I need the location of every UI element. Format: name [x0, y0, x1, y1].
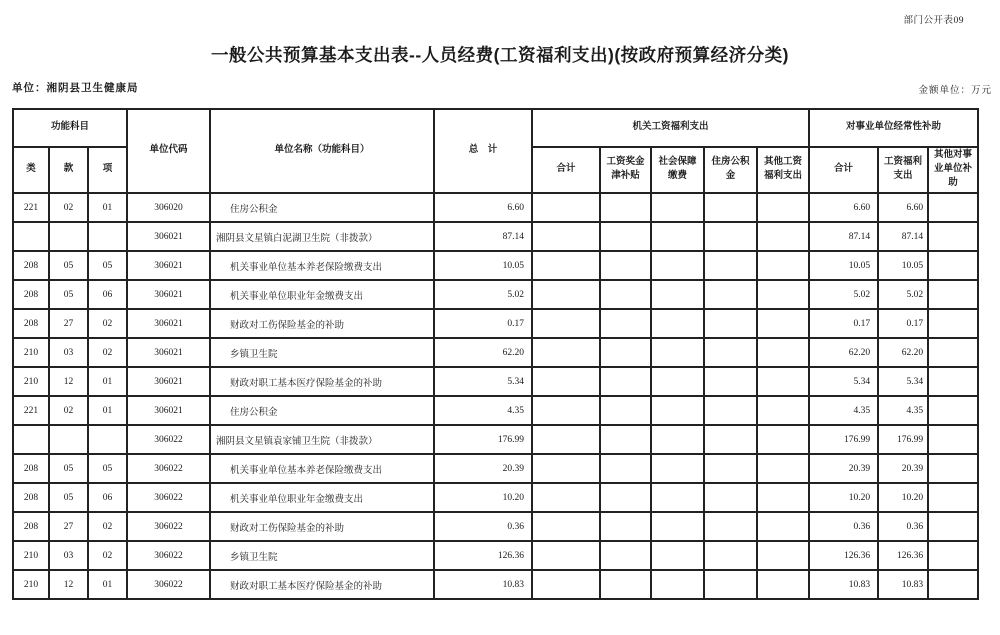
cell-sub-item: 01	[88, 570, 127, 599]
cell-item	[49, 222, 88, 251]
cell-inst-other-subsidy	[928, 483, 978, 512]
header-gov-social-security: 社会保障缴费	[651, 147, 704, 193]
header-unit-code: 单位代码	[127, 109, 210, 193]
cell-unit-code: 306022	[127, 541, 210, 570]
cell-gov-salary-bonus	[600, 425, 651, 454]
cell-sub-item: 05	[88, 454, 127, 483]
cell-sub-item: 01	[88, 193, 127, 222]
cell-unit-code: 306021	[127, 338, 210, 367]
cell-category	[13, 425, 49, 454]
header-unit-name: 单位名称（功能科目）	[210, 109, 434, 193]
cell-inst-other-subsidy	[928, 367, 978, 396]
table-row	[13, 338, 978, 367]
cell-inst-other-subsidy	[928, 570, 978, 599]
cell-unit-name: 住房公积金	[210, 193, 434, 222]
cell-sub-item: 01	[88, 396, 127, 425]
table-row	[13, 483, 978, 512]
header-gov-other-welfare: 其他工资福利支出	[757, 147, 809, 193]
cell-gov-social-security	[651, 570, 704, 599]
header-gov-housing-fund: 住房公积金	[704, 147, 757, 193]
cell-unit-code: 306021	[127, 251, 210, 280]
reporting-unit-label: 单位：湘阴县卫生健康局	[12, 82, 139, 94]
cell-gov-housing-fund	[704, 222, 757, 251]
cell-item: 12	[49, 570, 88, 599]
cell-inst-salary-welfare: 0.17	[878, 309, 928, 338]
cell-inst-subtotal: 4.35	[809, 396, 878, 425]
cell-category: 221	[13, 193, 49, 222]
cell-inst-subtotal: 5.34	[809, 367, 878, 396]
cell-gov-social-security	[651, 425, 704, 454]
cell-grand-total: 87.14	[434, 222, 532, 251]
table-row	[13, 222, 978, 251]
cell-gov-salary-bonus	[600, 338, 651, 367]
cell-item: 27	[49, 512, 88, 541]
header-gov-wage-welfare-group: 机关工资福利支出	[532, 109, 809, 147]
header-gov-subtotal: 合计	[532, 147, 600, 193]
cell-category: 210	[13, 338, 49, 367]
cell-unit-code: 306021	[127, 309, 210, 338]
cell-gov-other-welfare	[757, 396, 809, 425]
cell-grand-total: 4.35	[434, 396, 532, 425]
cell-inst-subtotal: 5.02	[809, 280, 878, 309]
cell-gov-salary-bonus	[600, 454, 651, 483]
cell-gov-housing-fund	[704, 338, 757, 367]
cell-inst-salary-welfare: 5.02	[878, 280, 928, 309]
cell-unit-code: 306022	[127, 454, 210, 483]
cell-gov-housing-fund	[704, 193, 757, 222]
cell-inst-salary-welfare: 20.39	[878, 454, 928, 483]
cell-category: 208	[13, 483, 49, 512]
cell-gov-subtotal	[532, 280, 600, 309]
cell-gov-other-welfare	[757, 338, 809, 367]
cell-item: 02	[49, 193, 88, 222]
cell-inst-other-subsidy	[928, 425, 978, 454]
header-category: 类	[13, 147, 49, 193]
cell-inst-subtotal: 0.17	[809, 309, 878, 338]
cell-gov-social-security	[651, 309, 704, 338]
header-sub-item: 项	[88, 147, 127, 193]
cell-category: 208	[13, 251, 49, 280]
cell-unit-code: 306020	[127, 193, 210, 222]
cell-grand-total: 20.39	[434, 454, 532, 483]
cell-gov-salary-bonus	[600, 309, 651, 338]
cell-unit-code: 306021	[127, 222, 210, 251]
cell-gov-other-welfare	[757, 483, 809, 512]
cell-gov-subtotal	[532, 309, 600, 338]
corner-form-number: 部门公开表09	[903, 16, 964, 26]
table-row	[13, 280, 978, 309]
cell-gov-subtotal	[532, 367, 600, 396]
cell-gov-other-welfare	[757, 222, 809, 251]
cell-sub-item	[88, 425, 127, 454]
table-row	[13, 251, 978, 280]
cell-inst-other-subsidy	[928, 541, 978, 570]
cell-gov-salary-bonus	[600, 483, 651, 512]
header-grand-total: 总 计	[434, 109, 532, 193]
cell-inst-subtotal: 10.83	[809, 570, 878, 599]
cell-gov-salary-bonus	[600, 280, 651, 309]
header-inst-salary-welfare: 工资福利支出	[878, 147, 928, 193]
cell-gov-social-security	[651, 541, 704, 570]
cell-gov-other-welfare	[757, 367, 809, 396]
cell-gov-subtotal	[532, 338, 600, 367]
cell-gov-subtotal	[532, 222, 600, 251]
cell-inst-subtotal: 176.99	[809, 425, 878, 454]
cell-category: 221	[13, 396, 49, 425]
cell-unit-name: 湘阴县文星镇白泥湖卫生院（非拨款）	[210, 222, 434, 251]
cell-category: 210	[13, 367, 49, 396]
cell-inst-other-subsidy	[928, 280, 978, 309]
cell-unit-code: 306021	[127, 280, 210, 309]
cell-gov-subtotal	[532, 541, 600, 570]
cell-inst-salary-welfare: 5.34	[878, 367, 928, 396]
cell-inst-salary-welfare: 10.83	[878, 570, 928, 599]
cell-category: 210	[13, 541, 49, 570]
cell-inst-other-subsidy	[928, 454, 978, 483]
cell-gov-housing-fund	[704, 541, 757, 570]
cell-gov-social-security	[651, 367, 704, 396]
cell-gov-housing-fund	[704, 483, 757, 512]
cell-gov-salary-bonus	[600, 396, 651, 425]
cell-gov-salary-bonus	[600, 367, 651, 396]
cell-item: 02	[49, 396, 88, 425]
table-header	[13, 109, 978, 193]
table-row	[13, 454, 978, 483]
cell-gov-other-welfare	[757, 280, 809, 309]
cell-item: 03	[49, 338, 88, 367]
cell-inst-salary-welfare: 87.14	[878, 222, 928, 251]
cell-gov-subtotal	[532, 396, 600, 425]
cell-unit-name: 住房公积金	[210, 396, 434, 425]
cell-grand-total: 6.60	[434, 193, 532, 222]
table-row	[13, 193, 978, 222]
cell-inst-salary-welfare: 10.05	[878, 251, 928, 280]
budget-expenditure-table	[12, 108, 979, 600]
cell-gov-other-welfare	[757, 570, 809, 599]
cell-grand-total: 5.34	[434, 367, 532, 396]
header-inst-other-subsidy: 其他对事业单位补助	[928, 147, 978, 193]
cell-unit-name: 财政对工伤保险基金的补助	[210, 512, 434, 541]
cell-gov-social-security	[651, 193, 704, 222]
cell-gov-housing-fund	[704, 512, 757, 541]
cell-unit-code: 306022	[127, 570, 210, 599]
cell-gov-housing-fund	[704, 251, 757, 280]
cell-gov-housing-fund	[704, 309, 757, 338]
cell-inst-subtotal: 10.20	[809, 483, 878, 512]
cell-inst-other-subsidy	[928, 193, 978, 222]
cell-gov-other-welfare	[757, 512, 809, 541]
cell-inst-other-subsidy	[928, 251, 978, 280]
cell-inst-subtotal: 0.36	[809, 512, 878, 541]
cell-category: 208	[13, 512, 49, 541]
cell-sub-item: 06	[88, 483, 127, 512]
header-item: 款	[49, 147, 88, 193]
cell-unit-name: 财政对职工基本医疗保险基金的补助	[210, 367, 434, 396]
cell-grand-total: 126.36	[434, 541, 532, 570]
cell-gov-salary-bonus	[600, 541, 651, 570]
cell-gov-social-security	[651, 483, 704, 512]
cell-inst-salary-welfare: 6.60	[878, 193, 928, 222]
cell-category: 208	[13, 454, 49, 483]
cell-sub-item: 02	[88, 512, 127, 541]
cell-category: 208	[13, 309, 49, 338]
amount-unit-label: 金额单位：万元	[918, 86, 992, 96]
header-institution-subsidy-group: 对事业单位经常性补助	[809, 109, 978, 147]
table-row	[13, 367, 978, 396]
cell-unit-name: 湘阴县文星镇袁家铺卫生院（非拨款）	[210, 425, 434, 454]
cell-item: 03	[49, 541, 88, 570]
table-row	[13, 541, 978, 570]
cell-inst-subtotal: 10.05	[809, 251, 878, 280]
cell-gov-salary-bonus	[600, 193, 651, 222]
cell-inst-salary-welfare: 176.99	[878, 425, 928, 454]
cell-inst-salary-welfare: 126.36	[878, 541, 928, 570]
table-body	[13, 193, 978, 599]
cell-unit-code: 306022	[127, 512, 210, 541]
cell-gov-subtotal	[532, 425, 600, 454]
cell-gov-subtotal	[532, 483, 600, 512]
cell-inst-subtotal: 62.20	[809, 338, 878, 367]
cell-inst-other-subsidy	[928, 309, 978, 338]
table-row	[13, 425, 978, 454]
cell-unit-code: 306021	[127, 367, 210, 396]
cell-grand-total: 176.99	[434, 425, 532, 454]
cell-gov-housing-fund	[704, 570, 757, 599]
cell-gov-salary-bonus	[600, 251, 651, 280]
cell-unit-name: 乡镇卫生院	[210, 338, 434, 367]
table-row	[13, 570, 978, 599]
cell-unit-code: 306022	[127, 483, 210, 512]
cell-gov-social-security	[651, 222, 704, 251]
cell-gov-other-welfare	[757, 454, 809, 483]
cell-inst-salary-welfare: 4.35	[878, 396, 928, 425]
cell-grand-total: 62.20	[434, 338, 532, 367]
cell-inst-subtotal: 126.36	[809, 541, 878, 570]
cell-unit-name: 财政对工伤保险基金的补助	[210, 309, 434, 338]
cell-inst-salary-welfare: 0.36	[878, 512, 928, 541]
cell-gov-social-security	[651, 338, 704, 367]
cell-item	[49, 425, 88, 454]
cell-sub-item: 01	[88, 367, 127, 396]
cell-gov-subtotal	[532, 512, 600, 541]
cell-grand-total: 10.05	[434, 251, 532, 280]
cell-sub-item: 05	[88, 251, 127, 280]
cell-inst-other-subsidy	[928, 338, 978, 367]
cell-gov-social-security	[651, 251, 704, 280]
cell-item: 27	[49, 309, 88, 338]
cell-gov-other-welfare	[757, 541, 809, 570]
cell-unit-name: 机关事业单位职业年金缴费支出	[210, 280, 434, 309]
cell-inst-salary-welfare: 62.20	[878, 338, 928, 367]
cell-unit-code: 306022	[127, 425, 210, 454]
cell-gov-other-welfare	[757, 309, 809, 338]
table-row	[13, 512, 978, 541]
cell-gov-other-welfare	[757, 251, 809, 280]
cell-item: 05	[49, 483, 88, 512]
page-title: 一般公共预算基本支出表--人员经费(工资福利支出)(按政府预算经济分类)	[211, 45, 789, 65]
cell-gov-housing-fund	[704, 425, 757, 454]
cell-category	[13, 222, 49, 251]
cell-gov-housing-fund	[704, 396, 757, 425]
cell-gov-housing-fund	[704, 454, 757, 483]
header-inst-subtotal: 合计	[809, 147, 878, 193]
cell-unit-name: 机关事业单位基本养老保险缴费支出	[210, 251, 434, 280]
header-gov-salary-bonus: 工资奖金津补贴	[600, 147, 651, 193]
cell-category: 208	[13, 280, 49, 309]
cell-gov-salary-bonus	[600, 222, 651, 251]
table-row	[13, 396, 978, 425]
cell-inst-subtotal: 6.60	[809, 193, 878, 222]
cell-grand-total: 0.36	[434, 512, 532, 541]
cell-category: 210	[13, 570, 49, 599]
cell-inst-other-subsidy	[928, 222, 978, 251]
cell-item: 12	[49, 367, 88, 396]
cell-gov-social-security	[651, 512, 704, 541]
cell-inst-subtotal: 20.39	[809, 454, 878, 483]
cell-item: 05	[49, 251, 88, 280]
cell-gov-salary-bonus	[600, 512, 651, 541]
cell-sub-item: 02	[88, 309, 127, 338]
header-function-group: 功能科目	[13, 109, 127, 147]
cell-item: 05	[49, 280, 88, 309]
cell-grand-total: 0.17	[434, 309, 532, 338]
cell-gov-social-security	[651, 396, 704, 425]
cell-sub-item: 06	[88, 280, 127, 309]
cell-grand-total: 10.83	[434, 570, 532, 599]
cell-unit-name: 财政对职工基本医疗保险基金的补助	[210, 570, 434, 599]
cell-gov-social-security	[651, 280, 704, 309]
cell-gov-other-welfare	[757, 425, 809, 454]
cell-gov-subtotal	[532, 570, 600, 599]
cell-item: 05	[49, 454, 88, 483]
cell-inst-subtotal: 87.14	[809, 222, 878, 251]
cell-gov-salary-bonus	[600, 570, 651, 599]
cell-gov-subtotal	[532, 193, 600, 222]
cell-unit-name: 机关事业单位基本养老保险缴费支出	[210, 454, 434, 483]
cell-inst-salary-welfare: 10.20	[878, 483, 928, 512]
cell-gov-other-welfare	[757, 193, 809, 222]
cell-inst-other-subsidy	[928, 396, 978, 425]
cell-unit-name: 乡镇卫生院	[210, 541, 434, 570]
cell-grand-total: 10.20	[434, 483, 532, 512]
table-row	[13, 309, 978, 338]
cell-gov-subtotal	[532, 251, 600, 280]
cell-unit-code: 306021	[127, 396, 210, 425]
cell-gov-social-security	[651, 454, 704, 483]
cell-sub-item	[88, 222, 127, 251]
cell-grand-total: 5.02	[434, 280, 532, 309]
cell-sub-item: 02	[88, 541, 127, 570]
cell-gov-housing-fund	[704, 367, 757, 396]
cell-unit-name: 机关事业单位职业年金缴费支出	[210, 483, 434, 512]
cell-gov-housing-fund	[704, 280, 757, 309]
cell-gov-subtotal	[532, 454, 600, 483]
cell-inst-other-subsidy	[928, 512, 978, 541]
cell-sub-item: 02	[88, 338, 127, 367]
